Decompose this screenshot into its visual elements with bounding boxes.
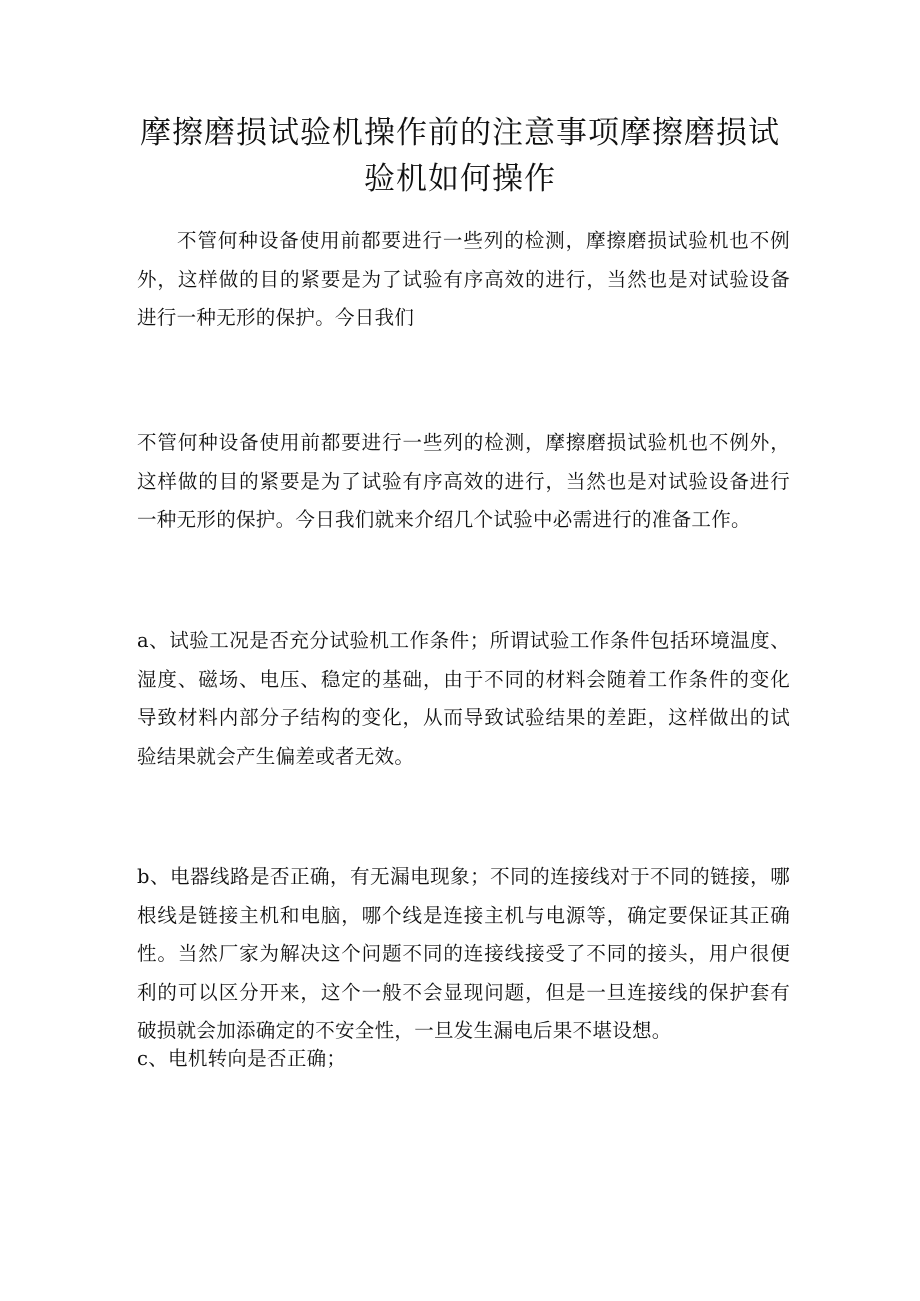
document-title: 摩擦磨损试验机操作前的注意事项摩擦磨损试验机如何操作 bbox=[140, 115, 780, 197]
item-a-paragraph: a、试验工况是否充分试验机工作条件；所谓试验工作条件包括环境温度、湿度、磁场、电压、稳定的基础，由于不同的材料会随着工作条件的变化导致材料内部分子结构的变化，从而导致试验结果的差距，这样做出的试验结果就会产生偏差或者无效。 bbox=[137, 629, 790, 768]
item-c-paragraph: c、电机转向是否正确； bbox=[137, 1047, 347, 1070]
item-b-paragraph: b、电器线路是否正确，有无漏电现象；不同的连接线对于不同的链接，哪根线是链接主机和电脑，哪个线是连接主机与电源等，确定要保证其正确性。当然厂家为解决这个问题不同的连接线接受了不同的接头，用户很便利的可以区分开来，这个一般不会显现问题，但是一旦连接线的保护套有破损就会加添确定的不安全性，一旦发生漏电后果不堪设想。 bbox=[137, 865, 790, 1042]
intro-paragraph: 不管何种设备使用前都要进行一些列的检测，摩擦磨损试验机也不例外，这样做的目的紧要是为了试验有序高效的进行，当然也是对试验设备进行一种无形的保护。今日我们 bbox=[137, 229, 790, 329]
body-paragraph-intro-repeat: 不管何种设备使用前都要进行一些列的检测，摩擦磨损试验机也不例外，这样做的目的紧要是为了试验有序高效的进行，当然也是对试验设备进行一种无形的保护。今日我们就来介绍几个试验中必需进行的准备工作。 bbox=[137, 431, 790, 531]
